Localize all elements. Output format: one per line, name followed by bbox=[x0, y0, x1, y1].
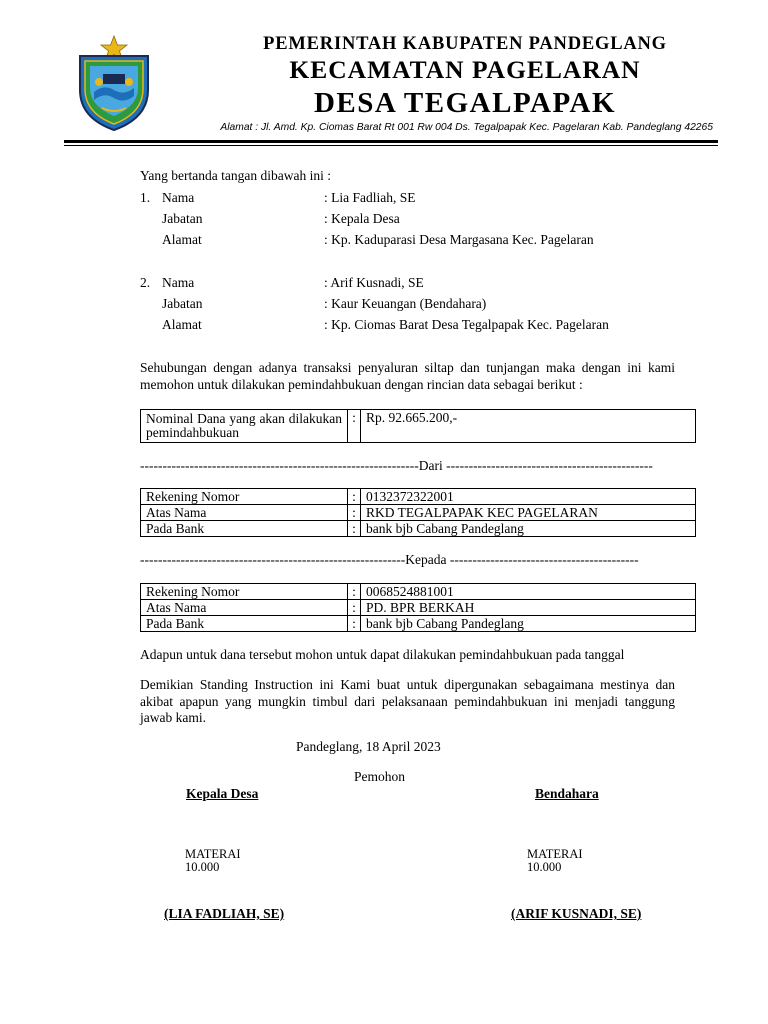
to-divider: -----------------------------------------------------------Kepada ------------------------------------------ bbox=[140, 552, 639, 567]
field-value: : Kp. Ciomas Barat Desa Tegalpapak Kec. Pagelaran bbox=[324, 317, 609, 332]
field-label: Jabatan bbox=[162, 211, 203, 226]
row-value: 0068524881001 bbox=[361, 584, 696, 600]
table-row bbox=[141, 505, 696, 521]
row-value: bank bjb Cabang Pandeglang bbox=[361, 521, 696, 537]
table-row bbox=[141, 521, 696, 537]
left-signer-title: Kepala Desa bbox=[186, 786, 259, 801]
place-date: Pandeglang, 18 April 2023 bbox=[296, 739, 441, 754]
village-name: DESA TEGALPAPAK bbox=[313, 87, 617, 119]
signer-number: 1. bbox=[140, 190, 151, 205]
office-address: Alamat : Jl. Amd. Kp. Ciomas Barat Rt 001 Rw 004 Ds. Tegalpapak Kec. Pagelaran Kab. Pandeglang 42265 bbox=[220, 122, 713, 133]
separator: : bbox=[348, 410, 361, 443]
village-emblem-logo bbox=[72, 34, 156, 132]
field-value: : Kepala Desa bbox=[324, 211, 400, 226]
field-value: : Kp. Kaduparasi Desa Margasana Kec. Pagelaran bbox=[324, 232, 594, 247]
row-value: bank bjb Cabang Pandeglang bbox=[361, 616, 696, 632]
district-name: KECAMATAN PAGELARAN bbox=[289, 55, 641, 84]
separator: : bbox=[348, 489, 361, 505]
transfer-note: Adapun untuk dana tersebut mohon untuk dapat dilakukan pemindahbukuan pada tanggal bbox=[140, 647, 625, 662]
left-signer-name: (LIA FADLIAH, SE) bbox=[164, 906, 285, 921]
field-label: Alamat bbox=[162, 232, 202, 247]
letterhead-rule-thin bbox=[64, 145, 718, 146]
field-label: Nama bbox=[162, 275, 195, 290]
field-label: Jabatan bbox=[162, 296, 203, 311]
source-account-table bbox=[140, 488, 696, 537]
row-label: Atas Nama bbox=[141, 505, 348, 521]
from-divider: --------------------------------------------------------------Dari ---------------------------------------------- bbox=[140, 458, 653, 473]
field-label: Alamat bbox=[162, 317, 202, 332]
row-value: RKD TEGALPAPAK KEC PAGELARAN bbox=[361, 505, 696, 521]
field-label: Nama bbox=[162, 190, 195, 205]
separator: : bbox=[348, 600, 361, 616]
row-label: Rekening Nomor bbox=[141, 489, 348, 505]
intro-text: Yang bertanda tangan dibawah ini : bbox=[140, 168, 331, 183]
table-row bbox=[141, 584, 696, 600]
separator: : bbox=[348, 505, 361, 521]
left-stamp-value: 10.000 bbox=[185, 860, 220, 874]
separator: : bbox=[348, 616, 361, 632]
signer-number: 2. bbox=[140, 275, 151, 290]
government-name: PEMERINTAH KABUPATEN PANDEGLANG bbox=[263, 34, 667, 54]
separator: : bbox=[348, 521, 361, 537]
row-value: PD. BPR BERKAH bbox=[361, 600, 696, 616]
left-stamp-label: MATERAI bbox=[185, 847, 241, 861]
right-signer-title: Bendahara bbox=[535, 786, 599, 801]
right-stamp-value: 10.000 bbox=[527, 860, 562, 874]
right-stamp-label: MATERAI bbox=[527, 847, 583, 861]
letterhead-rule-thick bbox=[64, 140, 718, 143]
closing-paragraph: Demikian Standing Instruction ini Kami buat untuk dipergunakan sebagaimana mestinya dan akibat apapun yang mungkin timbul dari pelaksanaan pemindahbukuan ini menjadi tanggung jawab kami. bbox=[140, 677, 675, 725]
nominal-label: Nominal Dana yang akan dilakukan pemindahbukuan bbox=[141, 410, 348, 443]
row-label: Pada Bank bbox=[141, 616, 348, 632]
row-label: Rekening Nomor bbox=[141, 584, 348, 600]
row-value: 0132372322001 bbox=[361, 489, 696, 505]
destination-account-table bbox=[140, 583, 696, 632]
separator: : bbox=[348, 584, 361, 600]
request-paragraph: Sehubungan dengan adanya transaksi penyaluran siltap dan tunjangan maka dengan ini kami memohon untuk dilakukan pemindahbukuan dengan rincian data sebagai berikut : bbox=[140, 360, 675, 392]
table-row bbox=[141, 489, 696, 505]
nominal-table bbox=[140, 409, 696, 443]
field-value: : Kaur Keuangan (Bendahara) bbox=[324, 296, 487, 311]
nominal-value: Rp. 92.665.200,- bbox=[361, 410, 696, 443]
table-row bbox=[141, 616, 696, 632]
table-row bbox=[141, 600, 696, 616]
row-label: Atas Nama bbox=[141, 600, 348, 616]
row-label: Pada Bank bbox=[141, 521, 348, 537]
field-value: : Arif Kusnadi, SE bbox=[324, 275, 424, 290]
right-signer-name: (ARIF KUSNADI, SE) bbox=[511, 906, 642, 921]
applicant-label: Pemohon bbox=[354, 769, 406, 784]
field-value: : Lia Fadliah, SE bbox=[324, 190, 416, 205]
table-row bbox=[141, 410, 696, 443]
